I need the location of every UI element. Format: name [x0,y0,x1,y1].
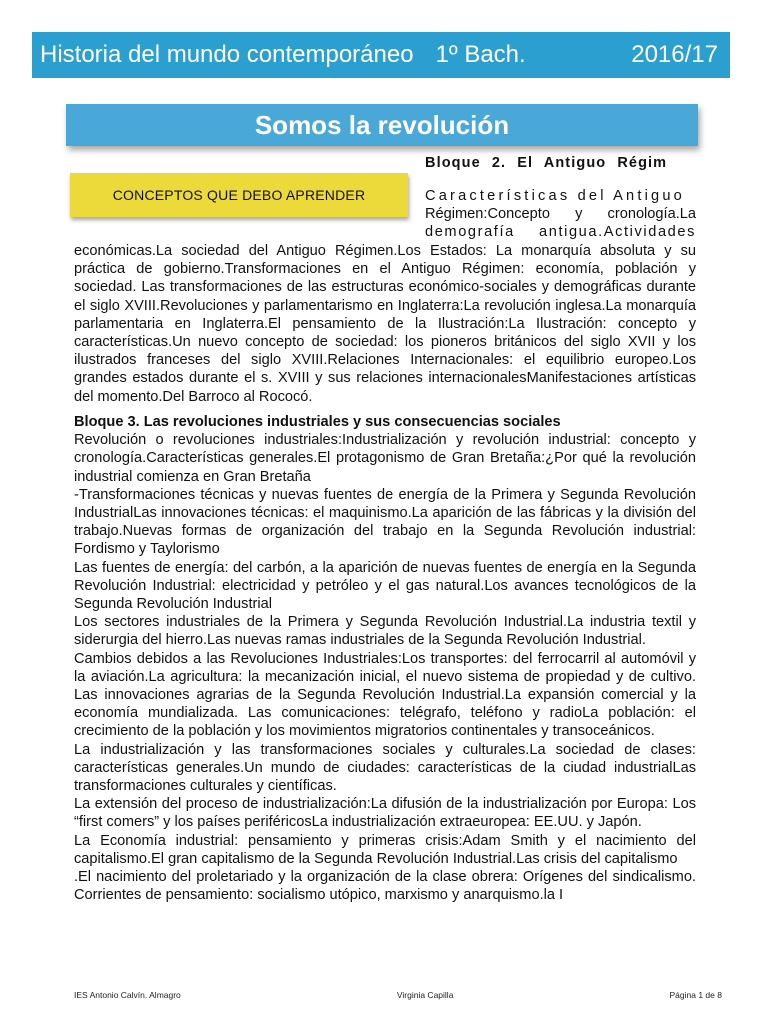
footer-page-number: Página 1 de 8 [669,990,722,1000]
page-footer [74,990,722,1000]
footer-author: Virginia Capilla [396,990,454,1000]
paragraph: Las fuentes de energía: del carbón, a la aparición de nuevas fuentes de energía en la Segunda Revolución Industrial: electricidad y petróleo y el gas natural.Los avances tecnológicos de la Segunda Revolución Industrial [74,559,696,613]
course-grade: 1º Bach. [435,41,526,68]
school-year: 2016/17 [631,41,718,68]
page-title: Somos la revolución [66,104,698,146]
paragraph: La industrialización y las transformaciones sociales y culturales.La sociedad de clases: características generales.Un mundo de ciudades: características de la ciudad industrialLas transformaciones culturales y científicas. [74,741,696,795]
footer-school: IES Antonio Calvín. Almagro [74,990,181,1000]
paragraph: Revolución o revoluciones industriales:Industrialización y revolución industrial: concepto y cronología.Características generales.El protagonismo de Gran Bretaña:¿Por qué la revolución industrial comienza en Gran Bretaña [74,432,696,485]
paragraph: Cambios debidos a las Revoluciones Industriales:Los transportes: del ferrocarril al automóvil y la aviación.La agricultura: la mecanización inicial, el nuevo sistema de propiedad y de cultivo. Las innovaciones agrarias de la Segunda Revolución Industrial.La expansión comercial y la economía mundializada. Las comunicaciones: telégrafo, teléfono y radioLa población: el crecimiento de la población y los movimientos migratorios continentales y transoceánicos. [74,650,696,740]
bloque2-intro-line: Características del Antiguo [425,188,685,204]
bloque3-heading: Bloque 3. Las revoluciones industriales y sus consecuencias sociales [74,414,561,430]
paragraph: La extensión del proceso de industrialización:La difusión de la industrialización por Europa: Los “first comers” y los países periféricosLa industrialización extraeuropea: EE.UU. y Japón. [74,796,696,831]
bloque2-intro [425,187,696,242]
paragraph: La Economía industrial: pensamiento y primeras crisis:Adam Smith y el nacimiento del capitalismo.El gran capitalismo de la Segunda Revolución Industrial.Las crisis del capitalismo [74,832,696,867]
document-header [32,32,730,78]
bloque2-intro-line: Régimen:Concepto y cronología.La [425,206,696,223]
bloque2-heading: Bloque 2. El Antiguo Régim [425,155,668,171]
paragraph: .El nacimiento del proletariado y la organización de la clase obrera: Orígenes del sindicalismo. Corrientes de pensamiento: socialismo utópico, marxismo y anarquismo.la I [74,869,696,904]
bloque3-section [74,413,696,904]
paragraph: -Transformaciones técnicas y nuevas fuentes de energía de la Primera y Segunda Revolución IndustrialLas innovaciones técnicas: el maquinismo.La aparición de las fábricas y la división del trabajo.Nuevas formas de organización del trabajo en la Segunda Revolución industrial: Fordismo y Taylorismo [74,486,696,558]
bloque2-intro-line: demografía antigua.Actividades [425,224,696,241]
course-title: Historia del mundo contemporáneo [40,41,414,68]
concepts-label-box: CONCEPTOS QUE DEBO APRENDER [70,173,408,217]
paragraph: Los sectores industriales de la Primera y Segunda Revolución Industrial.La industria textil y siderurgia del hierro.Las nuevas ramas industriales de la Segunda Revolución Industrial. [74,614,696,649]
bloque2-body: económicas.La sociedad del Antiguo Régimen.Los Estados: La monarquía absoluta y su práctica de gobierno.Transformaciones en el Antiguo Régimen: economía, población y sociedad. Las transformaciones de las estructuras económico-sociales y demográficas durante el siglo XVIII.Revoluciones y parlamentarismo en Inglaterra:La revolución inglesa.La monarquía parlamentaria en Inglaterra.El pensamiento de la Ilustración:La Ilustración: concepto y características.Un nuevo concepto de sociedad: los pioneros británicos del siglo XVII y los ilustrados franceses del siglo XVIII.Relaciones Internacionales: el equilibrio europeo.Los grandes estados durante el s. XVIII y sus relaciones internacionalesManifestaciones artísticas del momento.Del Barroco al Rococó. [74,243,696,405]
